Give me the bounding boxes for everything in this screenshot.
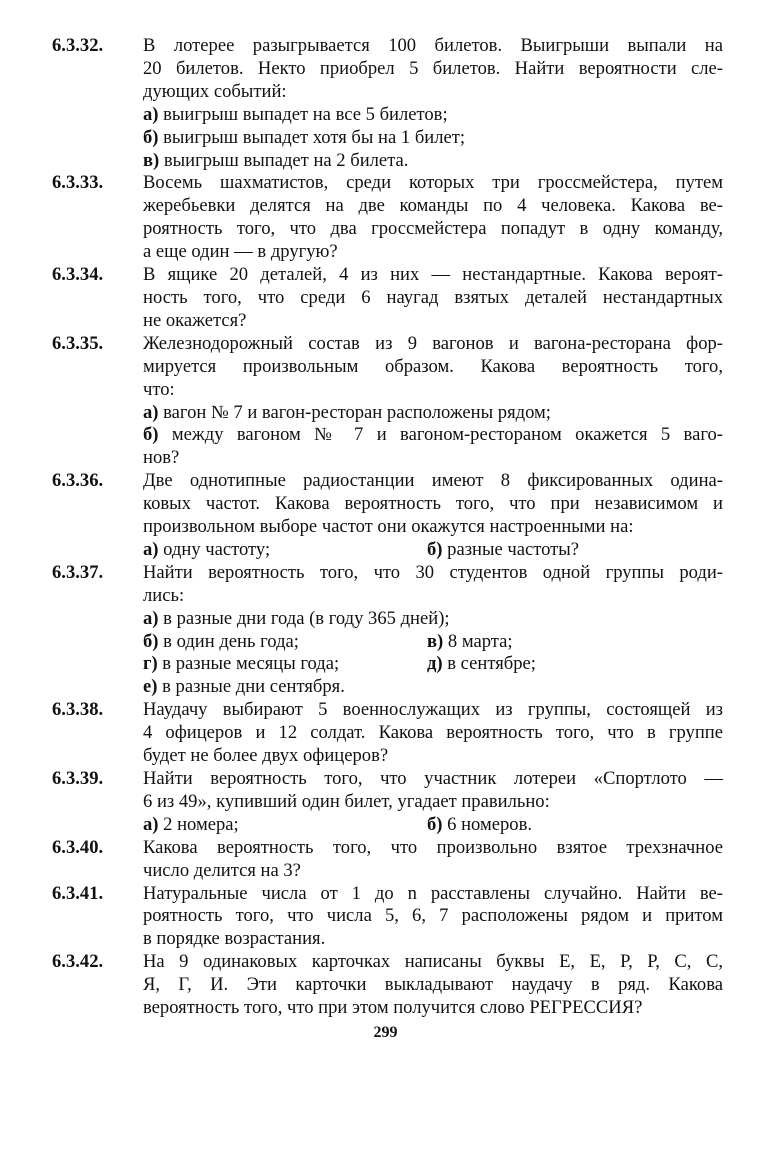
option-text: в разные дни сентября. bbox=[157, 676, 345, 698]
problem-body bbox=[143, 470, 723, 562]
problem-text-line: 20 билетов. Некто приобрел 5 билетов. Найти вероятности сле- bbox=[143, 57, 723, 79]
problem bbox=[52, 837, 724, 883]
option-text-continuation: нов? bbox=[143, 447, 180, 469]
option-row bbox=[143, 402, 723, 425]
option-text: между вагоном № 7 и вагоном-рестораном окажется 5 ваго- bbox=[158, 424, 723, 446]
problem-number: 6.3.38. bbox=[52, 699, 104, 721]
option-item bbox=[143, 631, 427, 654]
problem-text-line: Железнодорожный состав из 9 вагонов и вагона-ресторана фор- bbox=[143, 332, 723, 354]
problem-body bbox=[143, 35, 723, 172]
option-text: одну частоту; bbox=[158, 538, 271, 560]
problem-text-line: Две однотипные радиостанции имеют 8 фиксированных одина- bbox=[143, 470, 723, 492]
option-row bbox=[143, 539, 723, 562]
problem-text-line: роятность того, что числа 5, 6, 7 расположены рядом и притом bbox=[143, 905, 723, 927]
option-text: в разные дни года (в году 365 дней); bbox=[158, 607, 450, 629]
option-text: 6 номеров. bbox=[442, 813, 533, 835]
option-text: выигрыш выпадет хотя бы на 1 билет; bbox=[158, 126, 466, 148]
problem-number: 6.3.41. bbox=[52, 882, 104, 904]
problem-text-line: На 9 одинаковых карточках написаны буквы Е, Е, Р, Р, С, С, bbox=[143, 951, 723, 973]
option-letter: а) bbox=[143, 813, 159, 835]
problem-text-line: мируется произвольным образом. Какова вероятность того, bbox=[143, 355, 723, 377]
option-text: выигрыш выпадет на 2 билета. bbox=[159, 149, 409, 171]
problem-number: 6.3.32. bbox=[52, 35, 104, 56]
option-letter: а) bbox=[143, 103, 159, 125]
problem-number: 6.3.35. bbox=[52, 332, 104, 354]
problem bbox=[52, 951, 724, 1020]
option-item bbox=[427, 814, 711, 837]
problem-text-line: дующих событий: bbox=[143, 80, 287, 102]
option-letter: б) bbox=[427, 813, 443, 835]
problem-text-line: Я, Г, И. Эти карточки выкладывают наудачу в ряд. Какова bbox=[143, 974, 723, 996]
problem-body bbox=[143, 837, 723, 883]
option-row bbox=[143, 104, 723, 127]
option-letter: б) bbox=[143, 126, 159, 148]
option-item bbox=[143, 608, 450, 631]
option-letter: а) bbox=[143, 538, 159, 560]
option-letter: в) bbox=[143, 149, 160, 171]
problem bbox=[52, 333, 724, 470]
option-item bbox=[427, 631, 711, 654]
option-row bbox=[143, 814, 723, 837]
problem-text-line: Наудачу выбирают 5 военнослужащих из группы, состоящей из bbox=[143, 699, 723, 721]
problem-text-line: 6 из 49», купивший один билет, угадает правильно: bbox=[143, 790, 550, 812]
option-row bbox=[143, 608, 723, 631]
problem-text-line: лись: bbox=[143, 584, 185, 606]
option-letter: д) bbox=[427, 653, 443, 675]
option-letter: а) bbox=[143, 607, 159, 629]
problem-text-line: а еще один — в другую? bbox=[143, 241, 338, 263]
option-text: в один день года; bbox=[158, 630, 299, 652]
problem-number: 6.3.42. bbox=[52, 951, 104, 973]
problem-text-line: В ящике 20 деталей, 4 из них — нестандартные. Какова вероят- bbox=[143, 264, 723, 286]
option-letter: е) bbox=[143, 676, 158, 698]
problem-text-line: Найти вероятность того, что участник лотереи «Спортлото — bbox=[143, 768, 723, 789]
option-text: в разные месяцы года; bbox=[157, 653, 340, 675]
problem-list bbox=[52, 35, 724, 1020]
problem-number: 6.3.34. bbox=[52, 264, 104, 286]
problem-text-line: В лотерее разыгрывается 100 билетов. Выигрыши выпали на bbox=[143, 35, 723, 56]
option-row bbox=[143, 150, 723, 173]
option-letter: б) bbox=[143, 630, 159, 652]
problem-text-line: Натуральные числа от 1 до n расставлены случайно. Найти ве- bbox=[143, 882, 723, 904]
option-item bbox=[143, 150, 408, 173]
option-row bbox=[143, 424, 723, 447]
problem bbox=[52, 699, 724, 768]
option-item bbox=[143, 676, 345, 699]
option-row bbox=[143, 631, 723, 654]
problem-text-line: будет не более двух офицеров? bbox=[143, 745, 389, 767]
problem-number: 6.3.37. bbox=[52, 561, 104, 583]
option-letter: в) bbox=[427, 630, 444, 652]
option-letter: г) bbox=[143, 653, 158, 675]
problem-text-line: жеребьевки делятся на две команды по 4 человека. Какова ве- bbox=[143, 195, 723, 217]
option-row bbox=[143, 653, 723, 676]
problem bbox=[52, 264, 724, 333]
problem-body bbox=[143, 883, 723, 952]
option-item bbox=[143, 653, 427, 676]
problem-number: 6.3.36. bbox=[52, 470, 104, 492]
page-number: 299 bbox=[373, 1024, 398, 1041]
problem-body bbox=[143, 172, 723, 264]
problem-text-line: вероятность того, что при этом получится слово РЕГРЕССИЯ? bbox=[143, 997, 643, 1019]
option-letter: а) bbox=[143, 401, 159, 423]
problem-body bbox=[143, 264, 723, 333]
option-text: в сентябре; bbox=[442, 653, 536, 675]
problem-text-line: 4 офицеров и 12 солдат. Какова вероятность того, что в группе bbox=[143, 722, 723, 744]
problem-text-line: Какова вероятность того, что произвольно взятое трехзначное bbox=[143, 836, 723, 858]
problem-text-line: что: bbox=[143, 378, 175, 400]
problem-number: 6.3.39. bbox=[52, 768, 104, 789]
option-item bbox=[427, 539, 711, 562]
option-item bbox=[143, 104, 448, 127]
problem-text-line: роятность того, что два гроссмейстера попадут в одну команду, bbox=[143, 218, 723, 240]
option-row bbox=[143, 127, 723, 150]
option-row bbox=[143, 676, 723, 699]
problem-body bbox=[143, 768, 723, 837]
option-text: 2 номера; bbox=[158, 813, 239, 835]
option-text: разные частоты? bbox=[442, 538, 580, 560]
problem bbox=[52, 562, 724, 699]
problem-text-line: произвольном выборе частот они окажутся настроенными на: bbox=[143, 516, 634, 538]
problem bbox=[52, 172, 724, 264]
problem bbox=[52, 768, 724, 837]
problem-text-line: ность того, что среди 6 наугад взятых деталей нестандартных bbox=[143, 286, 723, 308]
problem-text-line: Найти вероятность того, что 30 студентов одной группы роди- bbox=[143, 561, 723, 583]
option-item bbox=[143, 127, 465, 150]
problem-text-line: Восемь шахматистов, среди которых три гроссмейстера, путем bbox=[143, 172, 723, 194]
problem bbox=[52, 883, 724, 952]
problem bbox=[52, 35, 724, 172]
option-item bbox=[143, 402, 551, 425]
option-text: вагон № 7 и вагон-ресторан расположены рядом; bbox=[158, 401, 551, 423]
option-item bbox=[143, 814, 427, 837]
problem-text-line: в порядке возрастания. bbox=[143, 928, 326, 950]
option-letter: б) bbox=[427, 538, 443, 560]
problem-body bbox=[143, 562, 723, 699]
option-text: 8 марта; bbox=[443, 630, 513, 652]
problem-number: 6.3.40. bbox=[52, 836, 104, 858]
problem-body bbox=[143, 699, 723, 768]
problem-text-line: не окажется? bbox=[143, 309, 247, 331]
option-item bbox=[143, 539, 427, 562]
option-item bbox=[143, 424, 723, 447]
option-text: выигрыш выпадет на все 5 билетов; bbox=[158, 103, 448, 125]
problem-text-line: ковых частот. Какова вероятность того, что при независимом и bbox=[143, 493, 723, 515]
problem-number: 6.3.33. bbox=[52, 172, 104, 194]
option-letter: б) bbox=[143, 424, 159, 446]
problem-body bbox=[143, 333, 723, 470]
problem-body bbox=[143, 951, 723, 1020]
problem-text-line: число делится на 3? bbox=[143, 859, 301, 881]
option-item bbox=[427, 653, 711, 676]
problem bbox=[52, 470, 724, 562]
